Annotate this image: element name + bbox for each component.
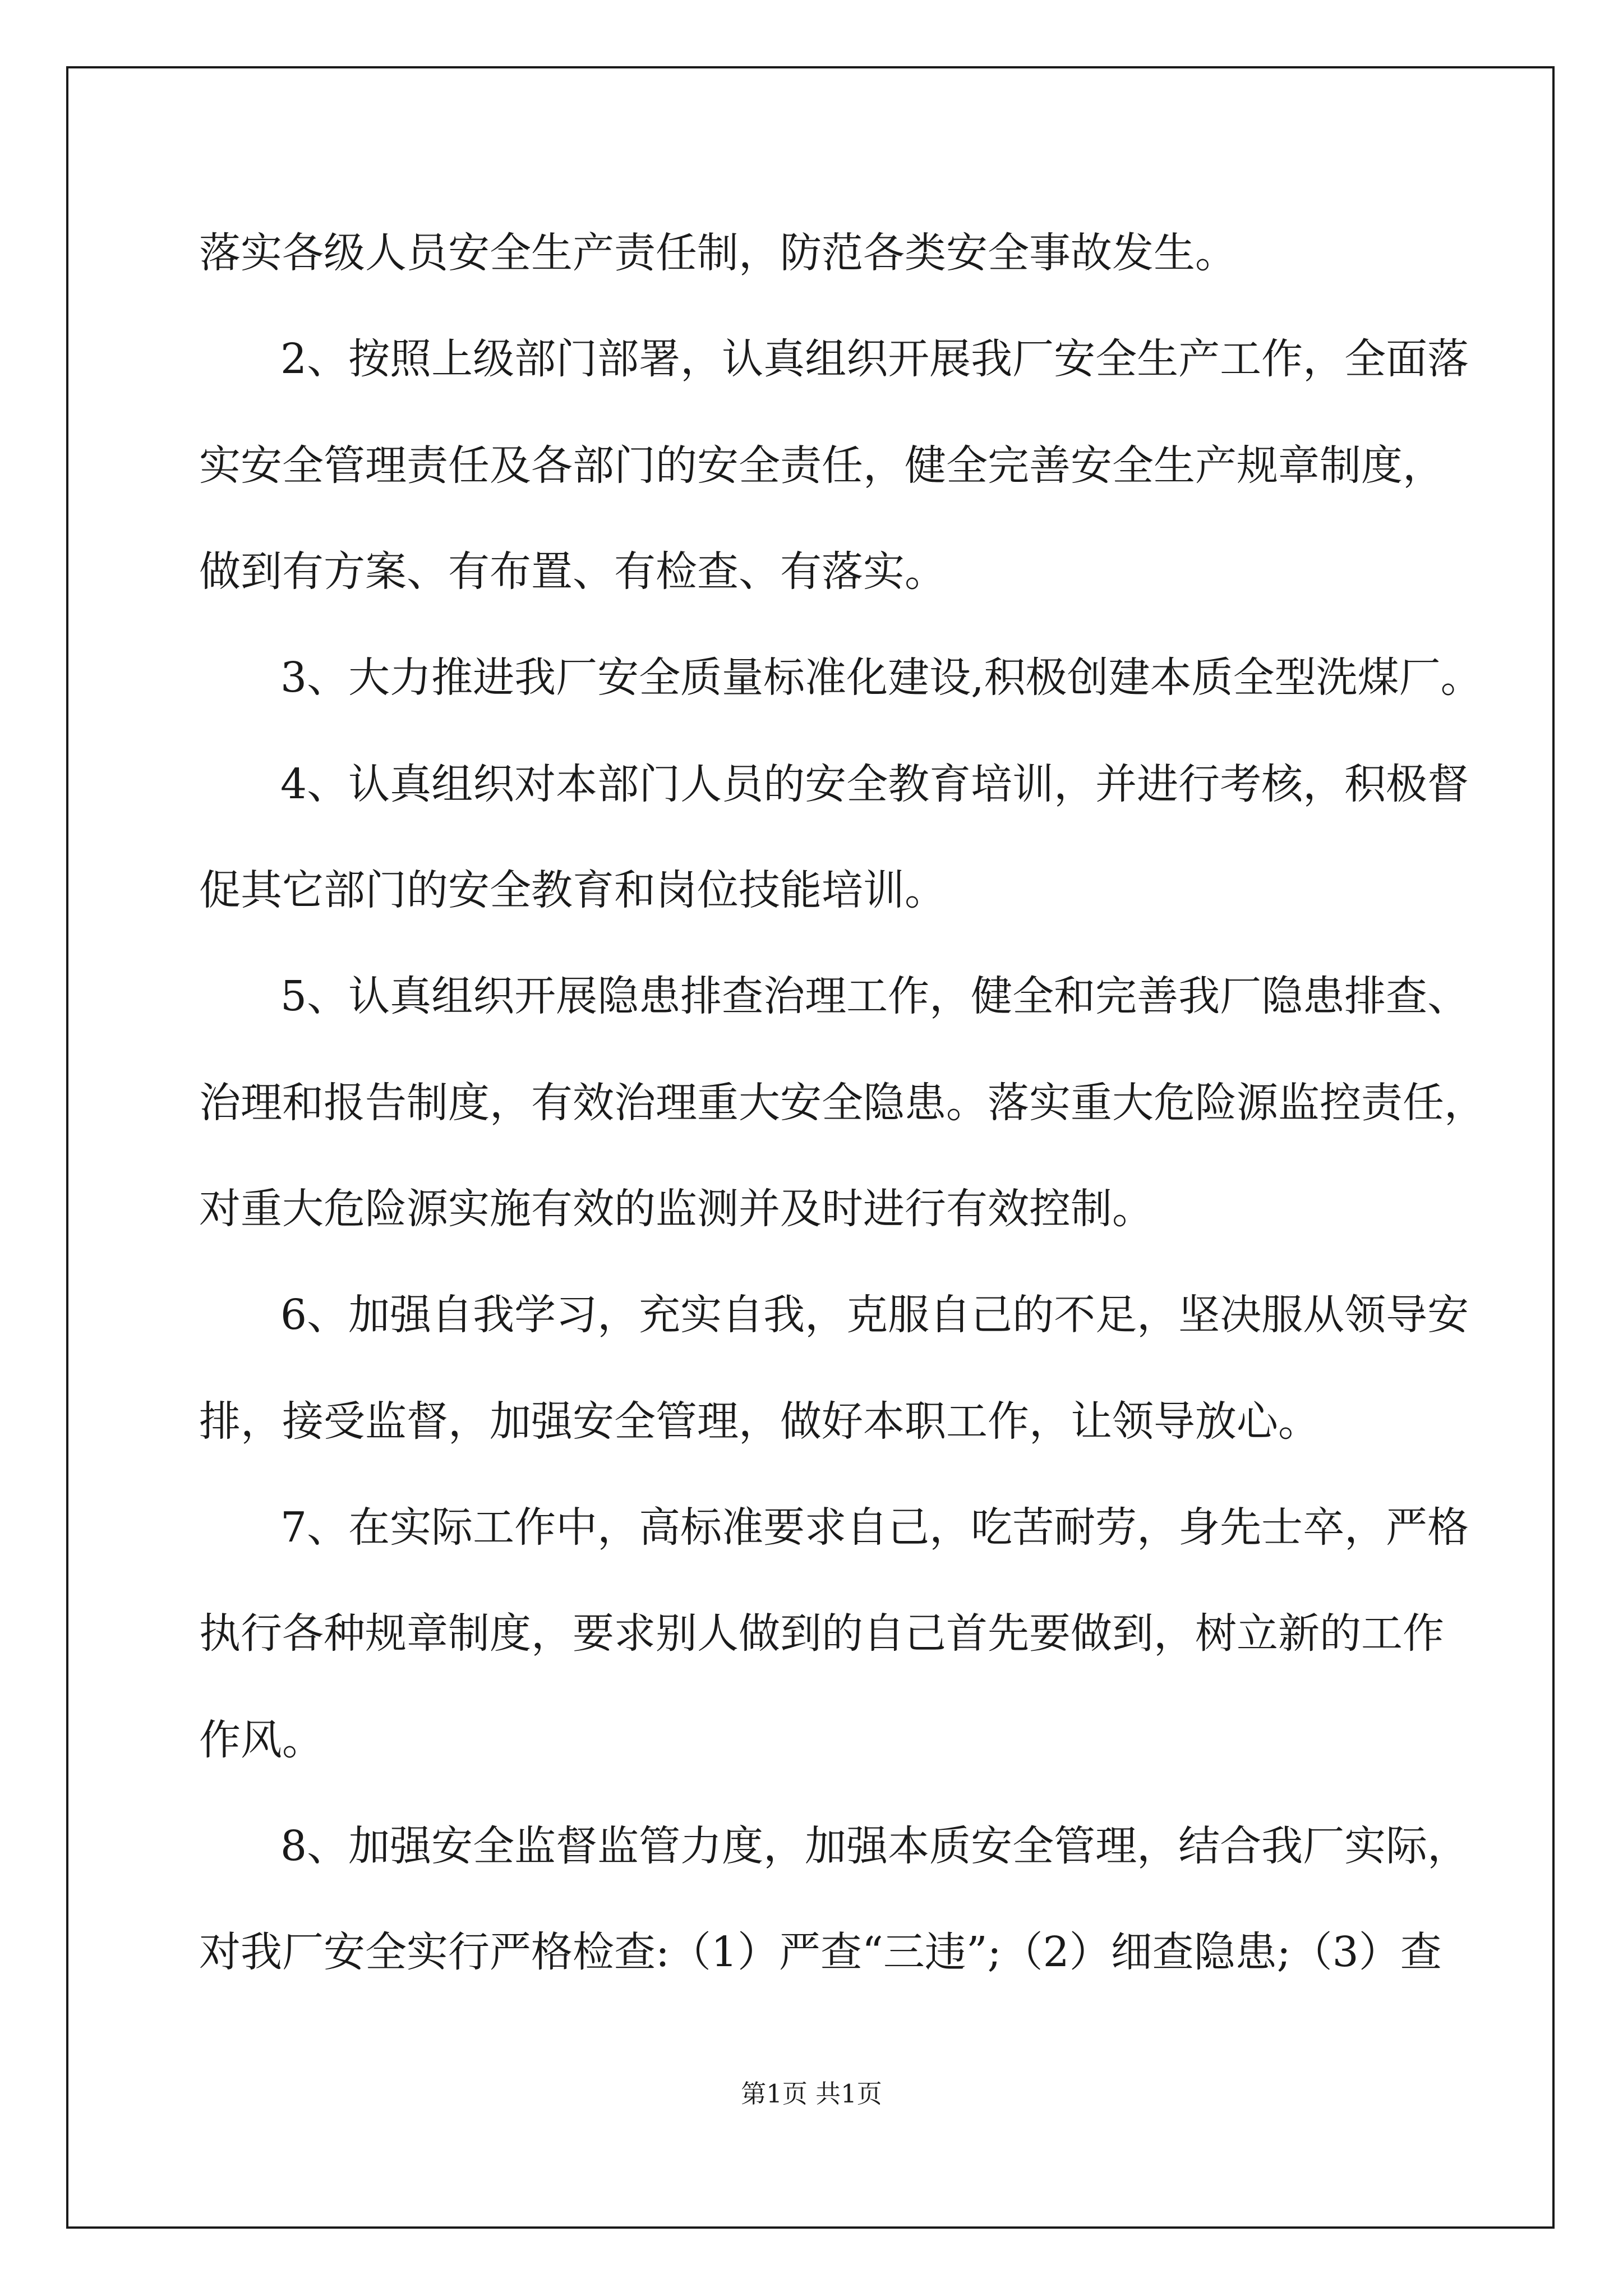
text-line: 5、认真组织开展隐患排查治理工作，健全和完善我厂隐患排查、 (280, 972, 1469, 1020)
page-border (66, 66, 1555, 2229)
text-line: 7、在实际工作中，高标准要求自己，吃苦耐劳，身先士卒，严格 (280, 1503, 1469, 1552)
text-line: 3、大力推进我厂安全质量标准化建设,积极创建本质全型洗煤厂。 (280, 654, 1482, 702)
text-line: 排，接受监督，加强安全管理，做好本职工作，让领导放心。 (199, 1397, 1320, 1446)
text-line: 落实各级人员安全生产责任制，防范各类安全事故发生。 (199, 229, 1237, 277)
text-line: 6、加强自我学习，充实自我，克服自己的不足，坚决服从领导安 (280, 1291, 1469, 1339)
text-line: 实安全管理责任及各部门的安全责任，健全完善安全生产规章制度， (199, 441, 1444, 490)
text-line: 治理和报告制度，有效治理重大安全隐患。落实重大危险源监控责任， (199, 1079, 1486, 1127)
text-line: 作风。 (199, 1716, 324, 1764)
text-line: 执行各种规章制度，要求别人做到的自己首先要做到，树立新的工作 (199, 1609, 1444, 1658)
text-line: 4、认真组织对本部门人员的安全教育培训，并进行考核，积极督 (280, 760, 1469, 808)
text-line: 2、按照上级部门部署，认真组织开展我厂安全生产工作，全面落 (280, 335, 1469, 383)
text-line: 促其它部门的安全教育和岗位技能培训。 (199, 866, 946, 914)
text-line: 对我厂安全实行严格检查:（1）严查“三违”;（2）细查隐患;（3）查 (199, 1928, 1442, 1976)
text-line: 做到有方案、有布置、有检查、有落实。 (199, 547, 946, 596)
text-line: 8、加强安全监督监管力度，加强本质安全管理，结合我厂实际， (280, 1822, 1469, 1870)
text-line: 对重大危险源实施有效的监测并及时进行有效控制。 (199, 1185, 1154, 1233)
page-footer: 第1页 共1页 (741, 2079, 882, 2109)
